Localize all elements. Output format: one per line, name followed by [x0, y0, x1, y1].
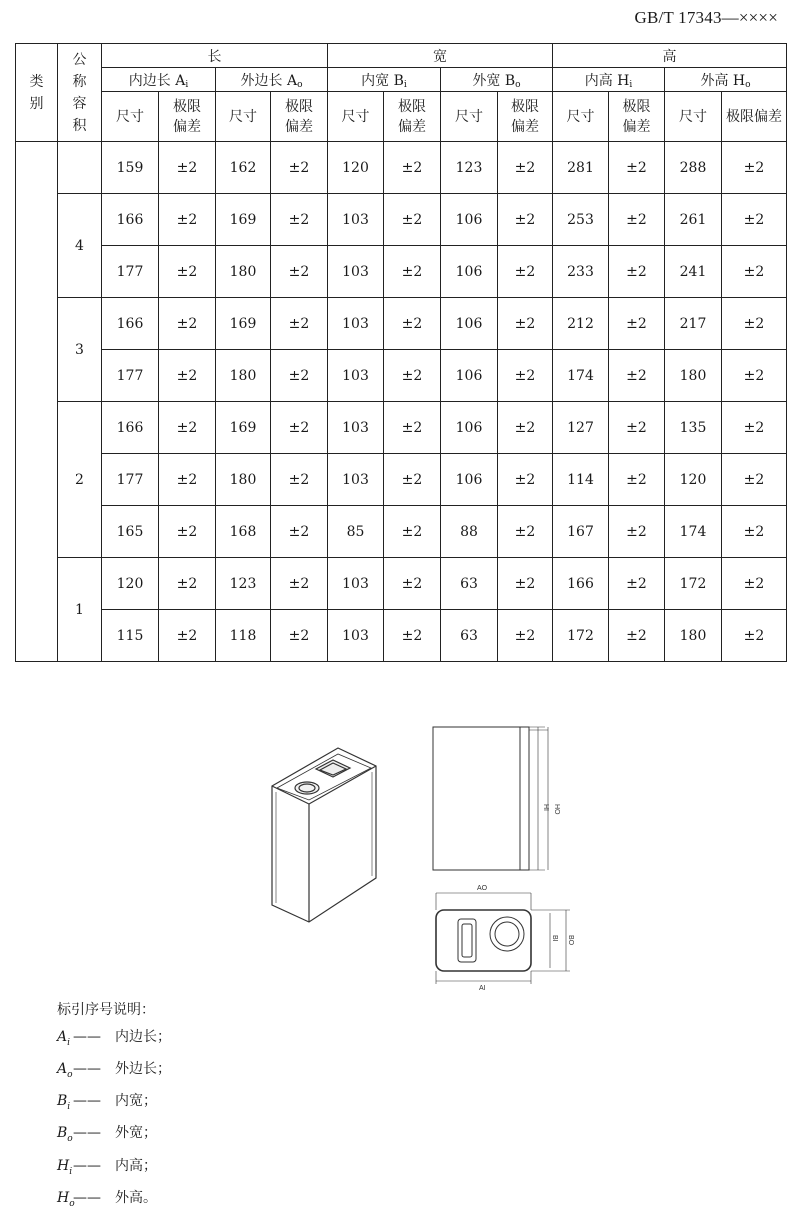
- tolerance-cell: ±2: [609, 402, 665, 454]
- tolerance-cell: ±2: [159, 506, 216, 558]
- size-cell: 118: [216, 610, 271, 662]
- tolerance-cell: ±2: [609, 506, 665, 558]
- bi-label: BI: [551, 935, 558, 942]
- hi-label: HI: [542, 804, 549, 811]
- size-cell: 88: [441, 506, 498, 558]
- size-cell: 115: [102, 610, 159, 662]
- tolerance-cell: ±2: [384, 142, 441, 194]
- tolerance-cell: ±2: [498, 246, 553, 298]
- tolerance-cell: ±2: [722, 142, 787, 194]
- can-front-view: [433, 727, 548, 870]
- table-row: [16, 194, 787, 246]
- size-cell: 103: [328, 298, 384, 350]
- can-isometric: [272, 748, 376, 922]
- table-row: [16, 246, 787, 298]
- size-cell: 180: [216, 454, 271, 506]
- size-header: 尺寸: [441, 92, 498, 142]
- tolerance-cell: ±2: [498, 402, 553, 454]
- size-cell: 180: [216, 246, 271, 298]
- size-cell: 120: [328, 142, 384, 194]
- tolerance-header: 极限偏差: [722, 92, 787, 142]
- tolerance-cell: ±2: [384, 246, 441, 298]
- capacity-cell: 3: [58, 298, 102, 402]
- ai-label: AI: [479, 985, 486, 990]
- size-header: 尺寸: [665, 92, 722, 142]
- size-cell: 169: [216, 298, 271, 350]
- size-cell: 174: [665, 506, 722, 558]
- category-cell: [16, 142, 58, 662]
- tolerance-cell: ±2: [384, 298, 441, 350]
- size-cell: 106: [441, 454, 498, 506]
- tolerance-cell: ±2: [722, 246, 787, 298]
- size-cell: 85: [328, 506, 384, 558]
- inner-width-header: 内宽 $B_i$: [328, 68, 441, 92]
- outer-length-header: 外边长 $A_o$: [216, 68, 328, 92]
- size-cell: 177: [102, 454, 159, 506]
- tolerance-cell: ±2: [498, 298, 553, 350]
- size-cell: 288: [665, 142, 722, 194]
- tolerance-cell: ±2: [271, 298, 328, 350]
- outer-width-header: 外宽 $B_o$: [441, 68, 553, 92]
- tolerance-cell: ±2: [609, 194, 665, 246]
- size-cell: 177: [102, 246, 159, 298]
- tolerance-cell: ±2: [722, 506, 787, 558]
- legend-title: 标引序号说明：: [57, 1002, 155, 1018]
- size-cell: 174: [553, 350, 609, 402]
- tolerance-cell: ±2: [498, 454, 553, 506]
- size-cell: 103: [328, 558, 384, 610]
- table-row: [16, 142, 787, 194]
- tolerance-cell: ±2: [722, 402, 787, 454]
- tolerance-header: 极限 偏差: [159, 92, 216, 142]
- table-row: [16, 350, 787, 402]
- outer-height-header: 外高 $H_o$: [665, 68, 787, 92]
- size-cell: 169: [216, 402, 271, 454]
- table-row: [16, 402, 787, 454]
- size-cell: 172: [665, 558, 722, 610]
- size-cell: 212: [553, 298, 609, 350]
- size-cell: 63: [441, 610, 498, 662]
- table-row: [16, 454, 787, 506]
- size-cell: 123: [216, 558, 271, 610]
- tolerance-cell: ±2: [159, 454, 216, 506]
- tolerance-cell: ±2: [271, 142, 328, 194]
- size-cell: 172: [553, 610, 609, 662]
- size-cell: 103: [328, 610, 384, 662]
- size-cell: 106: [441, 402, 498, 454]
- tolerance-cell: ±2: [498, 610, 553, 662]
- tolerance-cell: ±2: [722, 558, 787, 610]
- tolerance-cell: ±2: [159, 298, 216, 350]
- tolerance-cell: ±2: [159, 350, 216, 402]
- legend-item: $A_o——$ 外边长；: [57, 1060, 171, 1080]
- tolerance-cell: ±2: [722, 454, 787, 506]
- tolerance-cell: ±2: [609, 142, 665, 194]
- tolerance-cell: ±2: [384, 194, 441, 246]
- inner-height-header: 内高 $H_i$: [553, 68, 665, 92]
- length-header: 长: [102, 44, 328, 68]
- tolerance-cell: ±2: [498, 142, 553, 194]
- inner-length-header: 内边长 $A_i$: [102, 68, 216, 92]
- size-cell: 106: [441, 194, 498, 246]
- tolerance-cell: ±2: [722, 194, 787, 246]
- tolerance-cell: ±2: [159, 194, 216, 246]
- size-cell: 261: [665, 194, 722, 246]
- can-figure: [0, 700, 800, 990]
- tolerance-header: 极限 偏差: [384, 92, 441, 142]
- size-cell: 103: [328, 350, 384, 402]
- size-cell: 127: [553, 402, 609, 454]
- size-cell: 217: [665, 298, 722, 350]
- size-cell: 159: [102, 142, 159, 194]
- legend: [57, 997, 171, 1217]
- size-cell: 180: [216, 350, 271, 402]
- size-cell: 103: [328, 194, 384, 246]
- legend-item: $A_i$ —— 内边长；: [57, 1028, 171, 1048]
- capacity-cell: 2: [58, 402, 102, 558]
- legend-item: $B_i$ —— 内宽；: [57, 1093, 157, 1112]
- tolerance-cell: ±2: [271, 350, 328, 402]
- size-cell: 168: [216, 506, 271, 558]
- table-body: [16, 142, 787, 662]
- capacity-cell: [58, 142, 102, 194]
- tolerance-cell: ±2: [384, 610, 441, 662]
- size-cell: 233: [553, 246, 609, 298]
- tolerance-cell: ±2: [609, 246, 665, 298]
- size-cell: 106: [441, 350, 498, 402]
- tolerance-cell: ±2: [609, 558, 665, 610]
- size-cell: 135: [665, 402, 722, 454]
- table-row: [16, 298, 787, 350]
- tolerance-cell: ±2: [159, 558, 216, 610]
- size-cell: 166: [553, 558, 609, 610]
- tolerance-cell: ±2: [271, 610, 328, 662]
- tolerance-header: 极限 偏差: [498, 92, 553, 142]
- size-cell: 120: [665, 454, 722, 506]
- tolerance-cell: ±2: [159, 402, 216, 454]
- tolerance-cell: ±2: [498, 194, 553, 246]
- tolerance-cell: ±2: [609, 610, 665, 662]
- size-cell: 167: [553, 506, 609, 558]
- legend-item: $H_i——$ 内高；: [57, 1157, 157, 1177]
- table-row: [16, 506, 787, 558]
- can-top-view: [436, 893, 570, 984]
- capacity-header: 公 称 容 积: [58, 44, 102, 142]
- tolerance-cell: ±2: [609, 350, 665, 402]
- width-header: 宽: [328, 44, 553, 68]
- tolerance-cell: ±2: [722, 610, 787, 662]
- tolerance-cell: ±2: [159, 610, 216, 662]
- size-cell: 166: [102, 194, 159, 246]
- tolerance-cell: ±2: [609, 454, 665, 506]
- size-cell: 166: [102, 402, 159, 454]
- tolerance-header: 极限 偏差: [271, 92, 328, 142]
- size-cell: 177: [102, 350, 159, 402]
- bo-label: BO: [567, 935, 574, 946]
- tolerance-cell: ±2: [498, 506, 553, 558]
- size-cell: 166: [102, 298, 159, 350]
- tolerance-cell: ±2: [609, 298, 665, 350]
- size-cell: 114: [553, 454, 609, 506]
- size-cell: 103: [328, 246, 384, 298]
- tolerance-cell: ±2: [384, 506, 441, 558]
- size-cell: 169: [216, 194, 271, 246]
- tolerance-header: 极限 偏差: [609, 92, 665, 142]
- size-cell: 180: [665, 610, 722, 662]
- tolerance-cell: ±2: [384, 350, 441, 402]
- size-header: 尺寸: [553, 92, 609, 142]
- tolerance-cell: ±2: [271, 558, 328, 610]
- size-cell: 162: [216, 142, 271, 194]
- tolerance-cell: ±2: [384, 558, 441, 610]
- capacity-cell: 1: [58, 558, 102, 662]
- table-row: [16, 558, 787, 610]
- tolerance-cell: ±2: [159, 142, 216, 194]
- size-cell: 165: [102, 506, 159, 558]
- tolerance-cell: ±2: [498, 350, 553, 402]
- capacity-cell: 4: [58, 194, 102, 298]
- tolerance-cell: ±2: [271, 402, 328, 454]
- tolerance-cell: ±2: [271, 194, 328, 246]
- size-cell: 106: [441, 298, 498, 350]
- tolerance-cell: ±2: [271, 506, 328, 558]
- size-cell: 180: [665, 350, 722, 402]
- size-cell: 63: [441, 558, 498, 610]
- tolerance-cell: ±2: [271, 246, 328, 298]
- standard-code: GB/T 17343—××××: [634, 8, 778, 27]
- size-header: 尺寸: [328, 92, 384, 142]
- height-header: 高: [553, 44, 787, 68]
- size-header: 尺寸: [102, 92, 159, 142]
- tolerance-cell: ±2: [722, 350, 787, 402]
- table-row: [16, 610, 787, 662]
- legend-item: $H_o——$ 外高。: [57, 1189, 157, 1209]
- ao-label: AO: [477, 885, 488, 892]
- tolerance-cell: ±2: [159, 246, 216, 298]
- tolerance-cell: ±2: [384, 402, 441, 454]
- tolerance-cell: ±2: [384, 454, 441, 506]
- size-header: 尺寸: [216, 92, 271, 142]
- size-cell: 281: [553, 142, 609, 194]
- tolerance-cell: ±2: [498, 558, 553, 610]
- ho-label: HO: [553, 804, 560, 815]
- size-cell: 120: [102, 558, 159, 610]
- tolerance-cell: ±2: [722, 298, 787, 350]
- size-cell: 103: [328, 402, 384, 454]
- size-cell: 103: [328, 454, 384, 506]
- dimension-table: [15, 43, 787, 662]
- can-drawing: [0, 700, 800, 990]
- tolerance-cell: ±2: [271, 454, 328, 506]
- category-header: 类 别: [16, 44, 58, 142]
- size-cell: 106: [441, 246, 498, 298]
- size-cell: 123: [441, 142, 498, 194]
- size-cell: 253: [553, 194, 609, 246]
- legend-item: $B_o——$ 外宽；: [57, 1125, 157, 1145]
- size-cell: 241: [665, 246, 722, 298]
